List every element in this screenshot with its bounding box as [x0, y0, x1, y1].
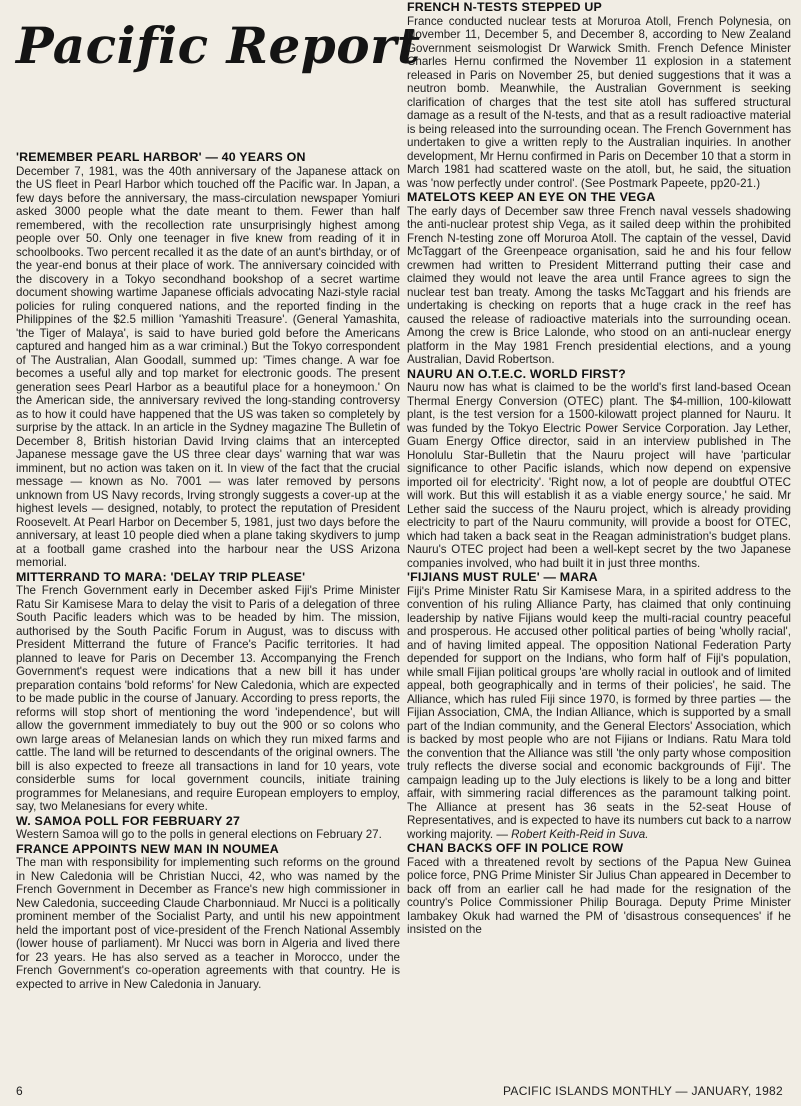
running-footer: PACIFIC ISLANDS MONTHLY — JANUARY, 1982 — [502, 1084, 783, 1098]
article-body: France conducted nuclear tests at Moruroa Atoll, French Polynesia, on November 11, December 5, and December 8, according to New Zealand Government seismologist Dr Warwick Smith. French Defence Minister Charles Hernu confirmed the November 11 explosion in a statement released in Paris on November 25, but denied suggestions that it was a neutron bomb. Meanwhile, the Australian Government is seeking clarification of charges that the test site atoll has suffered structural damage as a result of the N-tests, and that as a result radioactive material is being released into the surrounding ocean. The French Government has undertaken to give a written reply to the Australian inquiries. In another development, Mr Hernu confirmed in Paris on December 10 that a storm in March 1981 had scattered waste on the atoll, but, he said, the situation was 'now perfectly under control'. (See Postmark Papeete, pp20-21.) — [407, 14, 791, 190]
article-headline: MITTERRAND TO MARA: 'DELAY TRIP PLEASE' — [16, 569, 306, 584]
article-body-text: Fiji's Prime Minister Ratu Sir Kamisese Mara, in a spirited address to the convention of his ruling Alliance Party, has claimed that only continuing leadership by native Fijians would keep the multi-racial country peaceful and prosperous. He accused other political parties of being 'wholly racial', and of having limited appeal. The opposition National Federation Party depended for support on the Indians, who form half of Fiji's population, while small Fijian political groups 'are wholly racial in outlook and of limited appeal, both geographically and in terms of their policies', he said. The Alliance, which has ruled Fiji since 1970, is formed by three parties — the Fijian Association, CMA, the Indian Alliance, which is supported by a small part of the Indian community, and the General Electors' Association, which is backed by most people who are not Fijians or Indians. Ratu Mara told the convention that the Alliance was still 'the only party whose composition truly reflects the diverse social and economic backgrounds of Fiji'. The campaign leading up to the July elections is likely to be a long and bitter affair, with simmering racial differences as the paramount talking point. The Alliance at present has 36 seats in the 52-seat House of Representatives, and is expected to have its numbers cut back to a narrow working majority. — — [407, 584, 791, 841]
article-byline: Robert Keith-Reid in Suva. — [511, 827, 649, 841]
article-headline: 'FIJIANS MUST RULE' — MARA — [407, 570, 598, 584]
section-masthead: Pacific Report — [16, 16, 421, 75]
article-body: December 7, 1981, was the 40th anniversary of the Japanese attack on the US fleet in Pearl Harbor which touched off the Pacific war. In Japan, a few days before the anniversary, the mass-circulation newspaper Yomiuri asked 3000 people what the date meant to them. Fewer than half remembered, with the recollection rate unsurprisingly highest among people over 50. Only one teenager in five knew from reading of it in schoolbooks. Two percent recalled it as the date of an aunt's birthday, or of the year-end bonus at their place of work. The anniversary coincided with the discovery in a Tokyo secondhand bookshop of a secret wartime document showing wartime Japanese officials advocating Nazi-style racial policies for ruling conquered nations, and the reported finding in the Philippines of the $2.5 million 'Yamashiti Treasure'. (General Yamashita, 'the Tiger of Malaya', is said to have buried gold before the Americans captured and hanged him as a war criminal.) But the Tokyo correspondent of The Australian, Alan Goodall, summed up: 'Times change. A war foe becomes a useful ally and top market for electronic goods. The present generation sees Pearl Harbor as a beautiful place for a honeymoon.' On the American side, the anniversary revived the long-standing controversy as to how it could have happened that the US was taken so completely by surprise by the attack. In an article in the Sydney magazine The Bulletin of December 8, British historian David Irving claims that an intercepted Japanese message gave the US three clear days' warning that war was imminent, but no action was taken on it. In view of the fact that the crucial message — known as No. 7001 — was later removed by persons unknown from US Navy records, Irving strongly suggests a cover-up at the highest levels — designed, notably, to protect the reputation of President Roosevelt. At Pearl Harbor on December 5, 1981, just two days before the anniversary, at least 10 people died when a plane taking skydivers to jump at a football game crashed into the harbour near the USS Arizona memorial. — [16, 164, 400, 569]
page-number: 6 — [16, 1084, 23, 1098]
right-column-flow — [407, 0, 791, 937]
article-headline: NAURU AN O.T.E.C. WORLD FIRST? — [407, 366, 626, 381]
article-body: Faced with a threatened revolt by sections of the Papua New Guinea police force, PNG Prime Minister Sir Julius Chan appeared in December to back off from an earlier call he had made for the resignation of the country's Police Commissioner Philip Bouraga. Deputy Prime Minister Iambakey Okuk had warned the PM of 'disastrous consequences' if he insisted on the — [407, 855, 791, 936]
article-headline: CHAN BACKS OFF IN POLICE ROW — [407, 841, 624, 855]
article-body: The French Government early in December asked Fiji's Prime Minister Ratu Sir Kamisese Mara to delay the visit to Paris of a delegation of three South Pacific leaders which was to be headed by him. The mission, authorised by the South Pacific Forum in August, was to discuss with President Mitterrand the future of France's Pacific territories. It had planned to leave for Paris on December 13. Accompanying the French Government's request were indications that a new bill it has under preparation contains 'bold reforms' for New Caledonia, which are expected to be made public in the course of January. According to press reports, the reforms will stop short of mentioning the word 'independence', but will allow the government immediately to buy out the 900 or so colons who own large areas of Melanesian lands on which they run mixed farms and cattle. The land will be returned to descendants of the original owners. The bill is also expected to freeze all transactions in land for 10 years, vote considerble sums for local government councils, initiate training programmes for Melanesians, and require European employers to employ, say, two Melanesians for every white. — [16, 584, 400, 813]
left-column-flow — [16, 150, 400, 991]
article-body: The early days of December saw three French naval vessels shadowing the anti-nuclear protest ship Vega, as it sailed deep within the prohibited French N-testing zone off Moruroa Atoll. The captain of the vessel, David McTaggart of the Greenpeace organisation, said he and his four fellow crewmen had written to President Mitterrand putting their case and claimed they would not leave the area until France agrees to sign the nuclear test ban treaty. Among the tasks McTaggart and his friends are undertaking is checking on reports that a huge crack in the reef has caused the release of radioactive materials into the surrounding ocean. Among the crew is Brice Lalonde, who stood on an anti-nuclear energy platform in the May 1981 French presidential elections, and a young Australian, David Robertson. — [407, 204, 791, 366]
article-body — [407, 585, 791, 842]
article-body: Western Samoa will go to the polls in general elections on February 27. — [16, 828, 382, 841]
article-headline: FRANCE APPOINTS NEW MAN IN NOUMEA — [16, 841, 279, 856]
article-headline: W. SAMOA POLL FOR FEBRUARY 27 — [16, 813, 241, 828]
article-headline: FRENCH N-TESTS STEPPED UP — [407, 0, 603, 14]
article-body: The man with responsibility for implementing such reforms on the ground in New Caledonia will be Christian Nucci, 42, who was named by the French Government in December as France's new high commissioner in New Caledonia, succeeding Claude Charbonniaud. Mr Nucci is a politically prominent member of the Socialist Party, and until his new appointment held the important post of vice-president of the French National Assembly (lower house of parliament). Mr Nucci was born in Algeria and lived there for 23 years. He has also served as a teacher in Morocco, under the French Government's co-operation agreements with that country. He is expected to arrive in New Caledonia in January. — [16, 856, 400, 991]
left-column — [16, 0, 421, 1078]
right-column — [407, 0, 791, 1078]
article-headline: 'REMEMBER PEARL HARBOR' — 40 YEARS ON — [16, 150, 306, 164]
article-headline: MATELOTS KEEP AN EYE ON THE VEGA — [407, 190, 656, 204]
article-body: Nauru now has what is claimed to be the world's first land-based Ocean Thermal Energy Conversion (OTEC) plant. The $4-million, 100-kilowatt plant, is the test version for a 1500-kilowatt project planned for Nauru. It was funded by the Tokyo Electric Power Service Corporation. Jay Lether, Guam Energy Office director, said in an interview published in The Honolulu Star-Bulletin that the Nauru project will have 'particular significance to other Pacific islands, which now depend on expensive imported oil for electricity'. 'Right now, a lot of people are doubtful OTEC will work. But this will establish it as a viable energy source,' he said. Mr Lether said the success of the Nauru project, which is already providing electricity to part of the Nauru community, will provide a boost for OTEC, which had taken a back seat in the Reagan administration's budget plans. Nauru's OTEC project had been a well-kept secret by the two Japanese companies involved, who had built it in just three months. — [407, 381, 791, 570]
